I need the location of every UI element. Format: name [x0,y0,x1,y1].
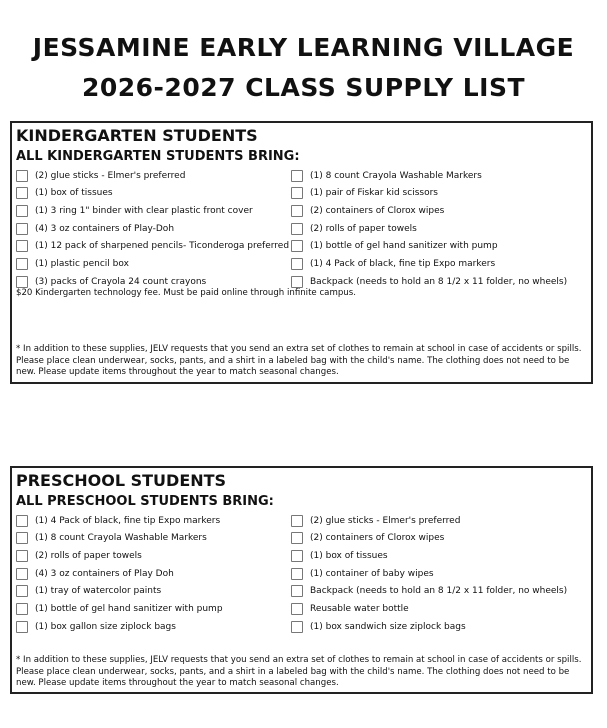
checkbox[interactable] [291,205,303,217]
supply-item-label: Reusable water bottle [310,604,409,614]
checkbox[interactable] [291,621,303,633]
checkbox[interactable] [16,223,28,235]
supply-item-label: (1) bottle of gel hand sanitizer with pump [310,241,498,252]
supply-item[interactable] [16,256,129,273]
supply-item[interactable] [291,273,567,290]
supply-item[interactable] [16,202,253,219]
supply-item-label: (2) glue sticks - Elmer's preferred [310,515,461,526]
supply-item-label: (1) 4 Pack of black, fine tip Expo markers [35,515,221,526]
page-title-line1: JESSAMINE EARLY LEARNING VILLAGE [32,33,575,62]
supply-item-label: (1) box sandwich size ziplock bags [310,621,466,632]
checkbox[interactable] [16,258,28,270]
checkbox[interactable] [16,276,28,288]
supply-item[interactable] [291,220,417,237]
checkbox[interactable] [291,170,303,182]
page-title-line2: 2026-2027 CLASS SUPPLY LIST [81,73,526,102]
supply-item[interactable] [16,220,174,237]
supply-item-label: (1) container of baby wipes [310,568,434,579]
checkbox[interactable] [291,276,303,288]
supply-item[interactable] [291,530,444,547]
checkbox[interactable] [16,603,28,615]
supply-item[interactable] [291,185,438,202]
checkbox[interactable] [291,240,303,252]
supply-item[interactable] [16,565,174,582]
supply-item[interactable] [291,512,460,529]
supply-item-label: (1) box of tissues [35,188,113,199]
supply-item-label: (1) 4 Pack of black, fine tip Expo markers [310,259,496,269]
supply-item-label: (1) 8 count Crayola Washable Markers [310,170,482,181]
supply-item-label: (1) plastic pencil box [35,259,129,269]
section-title: PRESCHOOL STUDENTS [16,471,227,490]
checkbox[interactable] [291,223,303,235]
supply-item[interactable] [291,583,567,600]
checkbox[interactable] [16,240,28,252]
supply-item[interactable] [16,167,185,184]
supply-item-label: (1) 12 pack of sharpened pencils- Ticonderoga preferred [35,241,290,252]
supply-item[interactable] [291,202,444,219]
supply-item[interactable] [291,565,434,582]
supply-item[interactable] [291,256,495,273]
checkbox[interactable] [16,550,28,562]
supply-item-label: (1) 8 count Crayola Washable Markers [35,533,207,544]
supply-item[interactable] [16,583,161,600]
checkbox[interactable] [291,187,303,199]
supply-item[interactable] [16,512,220,529]
checkbox[interactable] [16,187,28,199]
supply-item[interactable] [16,273,206,290]
supply-item[interactable] [291,167,482,184]
extra-clothes-note: * In addition to these supplies, JELV requests that you send an extra set of clothes to remain at school in case of accidents or spills. Please place clean underwear, socks, pants, and a shirt in a labeled bag with the child's name. The clothing does not need to be new. Please update items throughout the year to match seasonal changes. [16,655,582,688]
checkbox[interactable] [291,258,303,270]
supply-item[interactable] [16,547,142,564]
supply-item[interactable] [16,601,223,618]
supply-item-label: (4) 3 oz containers of Play Doh [35,568,174,579]
supply-item-label: (2) rolls of paper towels [35,550,142,561]
checkbox[interactable] [291,532,303,544]
supply-item-label: (2) containers of Clorox wipes [310,533,445,544]
section-subtitle: ALL PRESCHOOL STUDENTS BRING: [16,494,274,509]
checkbox[interactable] [16,515,28,527]
supply-item-label: (1) 3 ring 1" binder with clear plastic front cover [35,205,253,216]
supply-item-label: (2) containers of Clorox wipes [310,205,445,216]
checkbox[interactable] [16,568,28,580]
supply-item[interactable] [16,530,207,547]
checkbox[interactable] [291,585,303,597]
supply-item[interactable] [291,547,388,564]
supply-item-label: (1) pair of Fiskar kid scissors [310,188,438,199]
checkbox[interactable] [291,568,303,580]
supply-item-label: (1) tray of watercolor paints [35,586,162,597]
supply-item[interactable] [291,601,409,618]
checkbox[interactable] [16,205,28,217]
supply-item[interactable] [16,185,113,202]
supply-item[interactable] [291,618,466,635]
supply-item[interactable] [16,238,289,255]
supply-item[interactable] [16,618,176,635]
preschool-section [10,466,593,694]
supply-item-label: (2) rolls of paper towels [310,223,417,234]
supply-item-label: Backpack (needs to hold an 8 1/2 x 11 folder, no wheels) [310,276,568,287]
supply-item-label: (2) glue sticks - Elmer's preferred [35,170,186,181]
checkbox[interactable] [16,170,28,182]
checkbox[interactable] [291,515,303,527]
supply-item-label: (1) box of tissues [310,550,388,561]
kindergarten-section [10,121,593,384]
supply-item[interactable] [291,238,498,255]
supply-item-label: (4) 3 oz containers of Play-Doh [35,223,175,234]
checkbox[interactable] [291,603,303,615]
checkbox[interactable] [16,585,28,597]
supply-item-label: Backpack (needs to hold an 8 1/2 x 11 folder, no wheels) [310,586,568,597]
supply-item-label: (1) bottle of gel hand sanitizer with pump [35,604,223,614]
checkbox[interactable] [291,550,303,562]
extra-clothes-note: * In addition to these supplies, JELV requests that you send an extra set of clothes to remain at school in case of accidents or spills. Please place clean underwear, socks, pants, and a shirt in a labeled bag with the child's name. The clothing does not need to be new. Please update items throughout the year to match seasonal changes. [16,344,582,377]
supply-item-label: (3) packs of Crayola 24 count crayons [35,276,207,287]
checkbox[interactable] [16,621,28,633]
technology-fee-note: $20 Kindergarten technology fee. Must be paid online through infinite campus. [16,288,356,298]
checkbox[interactable] [16,532,28,544]
section-title: KINDERGARTEN STUDENTS [16,126,258,145]
supply-item-label: (1) box gallon size ziplock bags [35,621,176,632]
section-subtitle: ALL KINDERGARTEN STUDENTS BRING: [16,149,300,164]
